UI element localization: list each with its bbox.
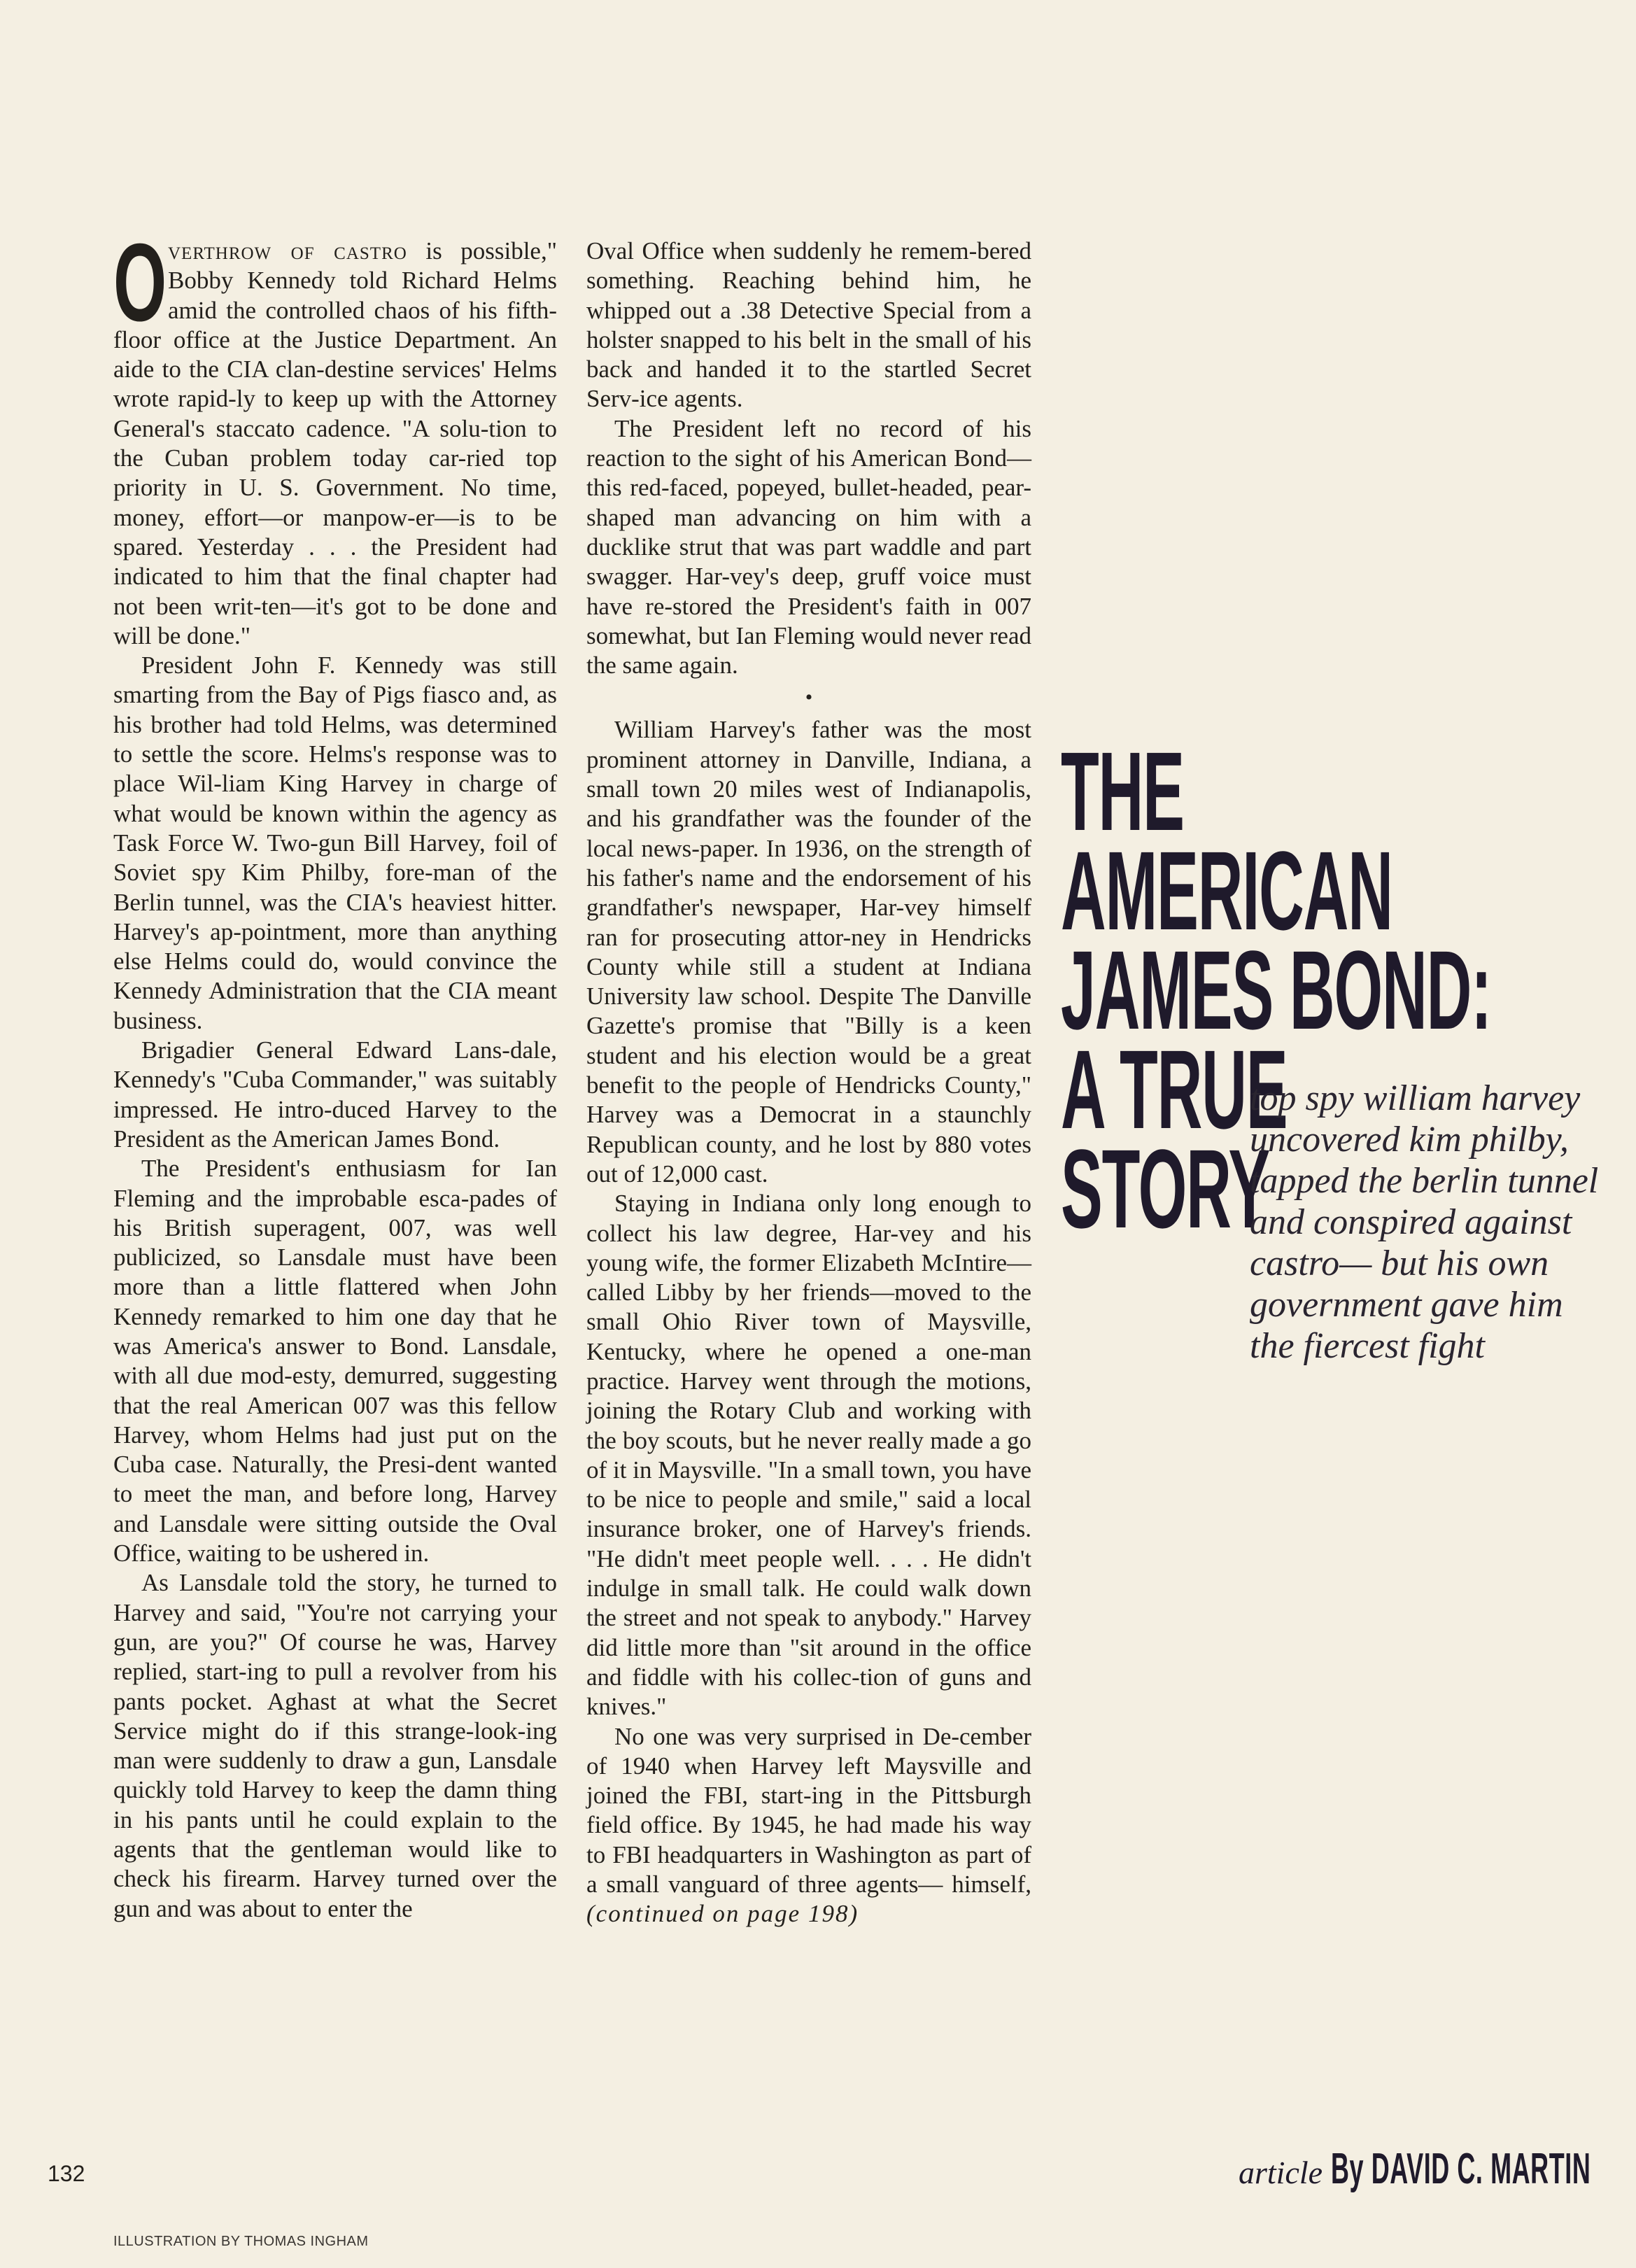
article-column-1	[113, 221, 557, 1924]
body-paragraph: William Harvey's father was the most prominent attorney in Danville, Indiana, a small town 20 miles west of Indianapolis, and his grandfather was the founder of the local news-paper. In 1936, on the strength of his father's name and the endorsement of his grandfather's newspaper, Har-vey himself ran for prosecuting attor-ney in Hendricks County while still a student at Indiana University law school. Despite The Danville Gazette's promise that "Billy is a keen student and his election would be a great benefit to the people of Hendricks County," Harvey was a Democrat in a staunchly Republican county, and he lost by 880 votes out of 12,000 cast.	[586, 716, 1031, 1188]
body-paragraph: As Lansdale told the story, he turned to Harvey and said, "You're not carrying your gun, are you?" Of course he was, Harvey replied, start-ing to pull a revolver from his pants pocket. Aghast at what the Secret Service might do if this strange-look-ing man were suddenly to draw a gun, Lansdale quickly told Harvey to keep the damn thing in his pants until he could explain to the agents that the gentleman would like to check his firearm. Harvey turned over the gun and was about to enter the	[113, 1569, 557, 1922]
body-paragraph: Staying in Indiana only long enough to collect his law degree, Har-vey and his young wife, the former Elizabeth McIntire—called Libby by her friends—moved to the small Ohio River town of Maysville, Kentucky, where he opened a one-man practice. Harvey went through the motions, joining the Rotary Club and working with the boy scouts, but he never really made a go of it in Maysville. "In a small town, you have to be nice to people and smile," said a local insurance broker, one of Harvey's friends. "He didn't meet people well. . . . He didn't indulge in small talk. He could walk down the street and not speak to anybody." Harvey did little more than "sit around in the office and fiddle with his collec-tion of guns and knives."	[586, 1190, 1031, 1721]
body-text: No one was very surprised in De-cember of 1940 when Harvey left Maysville and joined the FBI, start-ing in the Pittsburgh field office. By 1945, he had made his way to FBI headquarters in Washington as part of a small vanguard of three agents— himself,	[586, 1722, 1031, 1899]
headline-line: JAMES BOND:	[1061, 927, 1491, 1052]
article-column-2	[586, 237, 1031, 1929]
page-number: 132	[48, 2161, 85, 2186]
headline-line: STORY	[1061, 1126, 1270, 1251]
illustration-credit: ILLUSTRATION BY THOMAS INGHAM	[113, 2234, 369, 2249]
lead-smallcaps: verthrow of castro	[168, 237, 407, 265]
body-paragraph: The President's enthusiasm for Ian Fleming and the improbable esca-pades of his British superagent, 007, was well publicized, so Lansdale must have been more than a little flattered when John Kennedy remarked to him one day that he was America's answer to Bond. Lansdale, with all due mod-esty, demurred, suggesting that the real American 007 was this fellow Harvey, whom Helms had just put on the Cuba case. Naturally, the Presi-dent wanted to meet the man, and before long, Harvey and Lansdale were sitting outside the Oval Office, waiting to be ushered in.	[113, 1155, 557, 1568]
section-separator: •	[805, 686, 813, 710]
body-paragraph: The President left no record of his reaction to the sight of his American Bond—this red-faced, popeyed, bullet-headed, pear-shaped man advancing on him with a ducklike strut that was part waddle and part swagger. Har-vey's deep, gruff voice must have re-stored the President's faith in 007 somewhat, but Ian Fleming would never read the same again.	[586, 414, 1031, 679]
byline-author: By DAVID C. MARTIN	[1331, 2145, 1591, 2193]
byline	[1239, 2145, 1636, 2194]
body-paragraph: Oval Office when suddenly he remem-bered something. Reaching behind him, he whipped out a .38 Detective Special from a holster snapped to his belt in the small of his back and handed it to the startled Secret Serv-ice agents.	[586, 237, 1031, 413]
headline-line: THE	[1061, 728, 1184, 854]
lead-paragraph	[113, 221, 557, 651]
headline-line: A TRUE	[1061, 1027, 1288, 1152]
headline-line: AMERICAN	[1061, 828, 1392, 953]
body-paragraph: Brigadier General Edward Lans-dale, Kennedy's "Cuba Commander," was suitably impressed. He intro-duced Harvey to the President as the American James Bond.	[113, 1036, 557, 1153]
body-paragraph: President John F. Kennedy was still smarting from the Bay of Pigs fiasco and, as his brother had told Helms, was determined to settle the score. Helms's response was to place Wil-liam King Harvey in charge of what would be known within the agency as Task Force W. Two-gun Bill Harvey, foil of Soviet spy Kim Philby, fore-man of the Berlin tunnel, was the CIA's heaviest hitter. Harvey's ap-pointment, more than anything else Helms could do, would convince the Kennedy Administration that the CIA meant business.	[113, 651, 557, 1034]
body-paragraph	[586, 1722, 1031, 1929]
drop-cap: O	[113, 221, 166, 344]
lead-text: is possible," Bobby Kennedy told Richard Helms amid the controlled chaos of his fifth-floor office at the Justice Department. An aide to the CIA clan-destine services' Helms wrote rapid-ly to keep up with the Attorney General's staccato cadence. "A solu-tion to the Cuban problem today car-ried top priority in U. S. Government. No time, money, effort—or manpow-er—is to be spared. Yesterday . . . the President had indicated to him that the final chapter had not been writ-ten—it's got to be done and will be done."	[113, 237, 557, 649]
byline-label: article	[1239, 2155, 1323, 2190]
subtitle: top spy william harvey uncovered kim philby, tapped the berlin tunnel and conspired against castro— but his own government gave him the fiercest fight	[1250, 1078, 1599, 1366]
continued-note: (continued on page 198)	[586, 1900, 859, 1928]
